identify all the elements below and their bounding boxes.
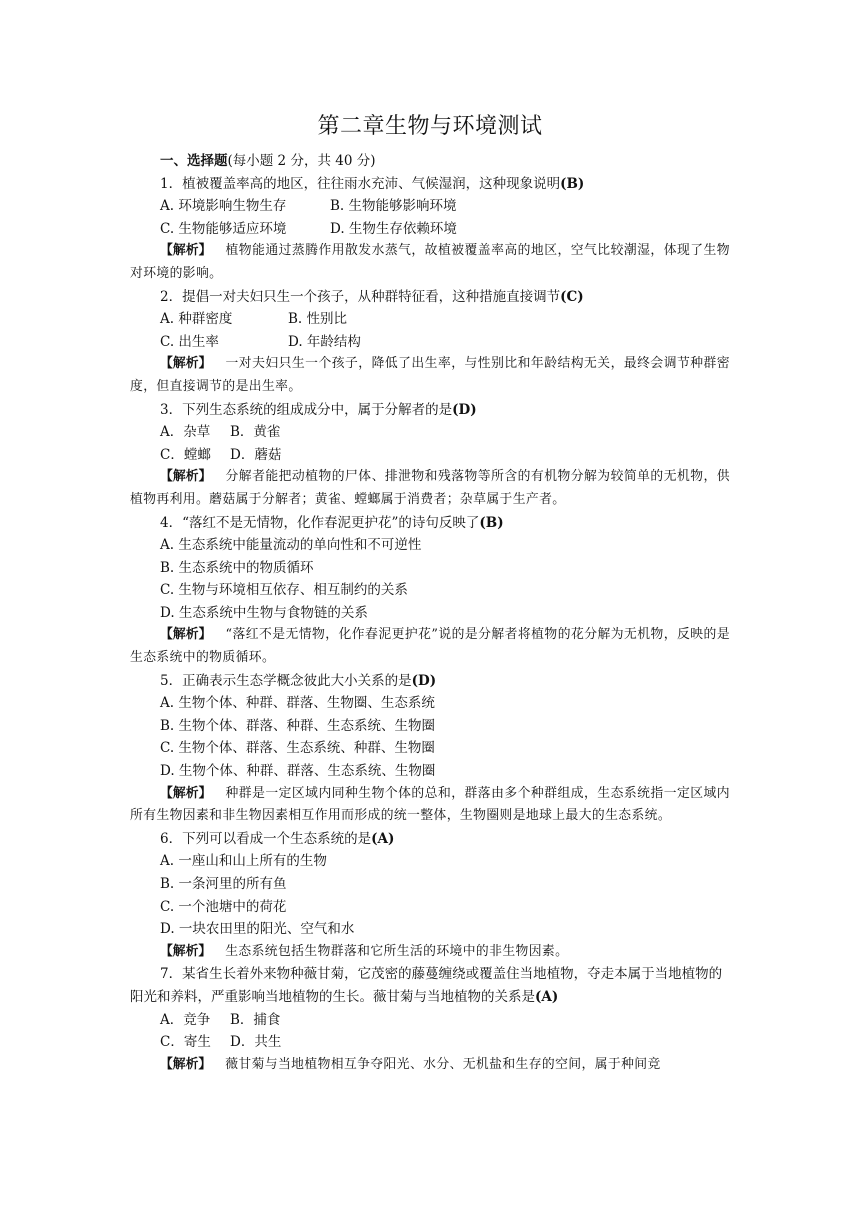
section-label: 一、选择题 — [160, 153, 228, 169]
analysis: 【解析】 一对夫妇只生一个孩子，降低了出生率，与性别比和年龄结构无关，最终会调节种群密度，但直接调节的是出生率。 — [130, 356, 731, 394]
analysis: 【解析】 植物能通过蒸腾作用散发水蒸气，故植被覆盖率高的地区，空气比较潮湿，体现了生物对环境的影响。 — [130, 243, 731, 281]
option: D. 生态系统中生物与食物链的关系 — [160, 604, 368, 621]
option: B. 一条河里的所有鱼 — [160, 876, 287, 892]
answer: (B) — [560, 175, 585, 192]
analysis: 【解析】 薇甘菊与当地植物相互争夺阳光、水分、无机盐和生存的空间，属于种间竞 — [160, 1056, 661, 1072]
question-stem: 6．下列可以看成一个生态系统的是(A) — [160, 830, 395, 847]
option: B. 生态系统中的物质循环 — [160, 559, 314, 576]
page-title: 第二章生物与环境测试 — [317, 114, 543, 139]
option: D. 生物生存依赖环境 — [330, 220, 457, 237]
analysis-tag: 【解析】 — [160, 243, 212, 259]
analysis-tag: 【解析】 — [160, 785, 212, 801]
option: A. 种群密度 — [160, 311, 233, 328]
section-heading — [130, 150, 730, 173]
question-stem: 7．某省生长着外来物种薇甘菊，它茂密的藤蔓缠绕或覆盖住当地植物，夺走本属于当地植物的阳光和养料，严重影响当地植物的生长。薇甘菊与当地植物的关系是(A) — [130, 966, 723, 1005]
option: B．黄雀 — [230, 424, 281, 441]
option: A. 环境影响生物生存 — [160, 198, 287, 215]
option: C．螳螂 — [160, 446, 211, 463]
option: A．竞争 — [160, 1011, 211, 1028]
option: B．捕食 — [230, 1011, 281, 1028]
analysis: 【解析】 分解者能把动植物的尸体、排泄物和残落物等所含的有机物分解为较简单的无机物，供植物再利用。蘑菇属于分解者；黄雀、螳螂属于消费者；杂草属于生产者。 — [130, 469, 731, 507]
document-body — [130, 150, 730, 1076]
option: C. 生物与环境相互依存、相互制约的关系 — [160, 582, 408, 599]
option: A. 生态系统中能量流动的单向性和不可逆性 — [160, 537, 422, 554]
answer: (D) — [452, 401, 477, 418]
section-note: (每小题 2 分，共 40 分) — [227, 153, 376, 169]
question-stem: 3．下列生态系统的组成成分中，属于分解者的是(D) — [160, 401, 477, 418]
option-row — [130, 421, 730, 444]
question-stem: 4．“落红不是无情物，化作春泥更护花”的诗句反映了(B) — [160, 514, 504, 531]
option-row — [130, 1009, 730, 1032]
analysis-tag: 【解析】 — [160, 627, 212, 643]
option: D. 生物个体、种群、群落、生态系统、生物圈 — [160, 763, 436, 780]
option: C. 一个池塘中的荷花 — [160, 898, 287, 915]
option: B. 生物个体、群落、种群、生态系统、生物圈 — [160, 717, 436, 734]
option: C. 生物个体、群落、生态系统、种群、生物圈 — [160, 740, 435, 757]
option: B. 生物能够影响环境 — [330, 198, 457, 215]
answer: (A) — [371, 830, 395, 847]
option-row — [130, 218, 730, 241]
option: D．蘑菇 — [230, 446, 282, 463]
option: B. 性别比 — [288, 311, 348, 328]
answer: (B) — [479, 514, 504, 531]
option: A. 一座山和山上所有的生物 — [160, 853, 327, 870]
question-stem: 1．植被覆盖率高的地区，往往雨水充沛、气候湿润，这种现象说明(B) — [160, 175, 585, 192]
analysis-tag: 【解析】 — [160, 356, 212, 372]
option: C. 出生率 — [160, 333, 219, 350]
analysis-tag: 【解析】 — [160, 469, 212, 485]
analysis-tag: 【解析】 — [160, 1056, 212, 1072]
analysis-tag: 【解析】 — [160, 943, 212, 959]
question-stem: 5．正确表示生态学概念彼此大小关系的是(D) — [160, 672, 437, 689]
option: A．杂草 — [160, 424, 211, 441]
option: D. 年龄结构 — [288, 333, 361, 350]
option: D. 一块农田里的阳光、空气和水 — [160, 921, 355, 938]
option-row — [130, 308, 730, 331]
option: D．共生 — [230, 1034, 282, 1051]
answer: (A) — [535, 988, 559, 1005]
option-row — [130, 444, 730, 467]
answer: (C) — [560, 288, 584, 305]
question-stem: 2．提倡一对夫妇只生一个孩子，从种群特征看，这种措施直接调节(C) — [160, 288, 584, 305]
option: A. 生物个体、种群、群落、生物圈、生态系统 — [160, 695, 435, 712]
option-row — [130, 195, 730, 218]
analysis: 【解析】 种群是一定区域内同种生物个体的总和，群落由多个种群组成，生态系统指一定区域内所有生物因素和非生物因素相互作用而形成的统一整体，生物圈则是地球上最大的生态系统。 — [130, 785, 731, 824]
option-row — [130, 1031, 730, 1054]
option: C. 生物能够适应环境 — [160, 220, 287, 237]
analysis: 【解析】 “落红不是无情物，化作春泥更护花”说的是分解者将植物的花分解为无机物，反映的是生态系统中的物质循环。 — [130, 627, 731, 666]
option-row — [130, 331, 730, 354]
answer: (D) — [411, 672, 437, 689]
option: C．寄生 — [160, 1034, 211, 1051]
analysis: 【解析】 生态系统包括生物群落和它所生活的环境中的非生物因素。 — [160, 943, 569, 959]
